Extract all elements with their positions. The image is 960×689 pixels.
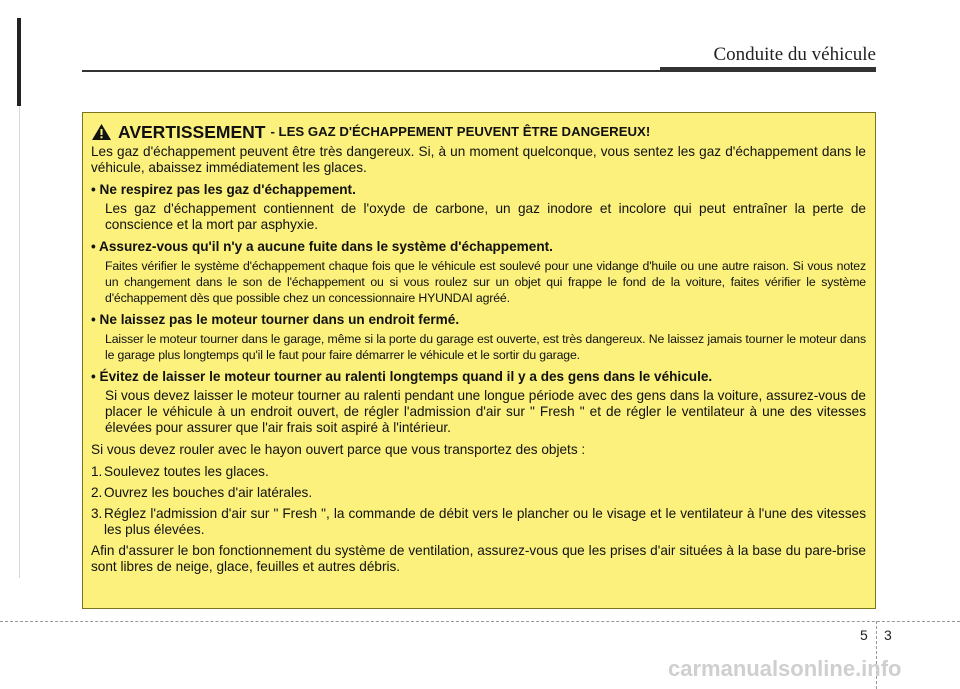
step-number: 1. [91, 464, 103, 479]
warning-title-row [91, 123, 866, 141]
warning-triangle-icon [91, 123, 112, 141]
step-item [91, 464, 866, 480]
step-number: 2. [91, 485, 103, 500]
step-number: 3. [91, 506, 103, 521]
warning-item-heading: • Assurez-vous qu'il n'y a aucune fuite dans le système d'échappement. [91, 239, 553, 254]
warning-item-text: Si vous devez laisser le moteur tourner au ralenti pendant une longue période avec des gens dans la voiture, assurez-vous de placer le véhicule à un endroit ouvert, de régler l'admission d'air sur " Fresh " et de régler le ventilateur à une des vitesses élevées pour assurer que l'air frais soit aspiré à l'intérieur. [105, 388, 866, 435]
step-item [91, 485, 866, 501]
step-text: Ouvrez les bouches d'air latérales. [104, 485, 313, 500]
closing-note: Afin d'assurer le bon fonctionnement du système de ventilation, assurez-vous que les prises d'air situées à la base du pare-brise sont libres de neige, glace, feuilles et autres débris. [91, 543, 866, 574]
warning-item-text: Laisser le moteur tourner dans le garage, même si la porte du garage est ouverte, est très dangereux. Ne laissez jamais tourner le moteur dans le garage plus longtemps qu'il le faut pour faire démarrer le véhicule et le sortir du garage. [105, 332, 866, 362]
hatch-intro: Si vous devez rouler avec le hayon ouvert parce que vous transportez des objets : [91, 442, 586, 457]
warning-item-heading: • Évitez de laisser le moteur tourner au ralenti longtemps quand il y a des gens dans le véhicule. [91, 369, 713, 384]
page-number: 3 [884, 627, 892, 643]
warning-title: AVERTISSEMENT [118, 122, 266, 142]
warning-subtitle: - LES GAZ D'ÉCHAPPEMENT PEUVENT ÊTRE DANGEREUX! [270, 124, 651, 139]
warning-item-heading: • Ne respirez pas les gaz d'échappement. [91, 182, 356, 197]
warning-intro: Les gaz d'échappement peuvent être très dangereux. Si, à un moment quelconque, vous sentez les gaz d'échappement dans le véhicule, abaissez immédiatement les glaces. [91, 144, 866, 175]
header-bar [660, 67, 876, 72]
step-item [91, 506, 866, 538]
step-text: Soulevez toutes les glaces. [104, 464, 269, 479]
warning-item-text: Faites vérifier le système d'échappement chaque fois que le véhicule est soulevé pour une vidange d'huile ou une autre raison. Si vous notez un changement dans le son de l'échappement ou si vous roulez sur un objet qui frappe le fond de la voiture, faites vérifier le système d'échappement dès que possible chez un concessionnaire HYUNDAI agréé. [105, 259, 866, 305]
chapter-number: 5 [860, 627, 868, 643]
footer-rule [0, 621, 960, 622]
left-margin-guide [19, 106, 20, 578]
step-text: Réglez l'admission d'air sur " Fresh ", la commande de débit vers le plancher ou le visage et le ventilateur à l'une des vitesses les plus élevées. [104, 506, 866, 537]
warning-item-text: Les gaz d'échappement contiennent de l'oxyde de carbone, un gaz inodore et incolore qui peut entraîner la perte de conscience et la mort par asphyxie. [105, 201, 866, 232]
warning-item-heading: • Ne laissez pas le moteur tourner dans un endroit fermé. [91, 312, 460, 327]
section-title: Conduite du véhicule [713, 44, 876, 65]
header-rule [82, 70, 660, 72]
warning-box [82, 112, 876, 609]
watermark: carmanualsonline.info [668, 656, 902, 681]
left-margin-rule [17, 18, 21, 106]
